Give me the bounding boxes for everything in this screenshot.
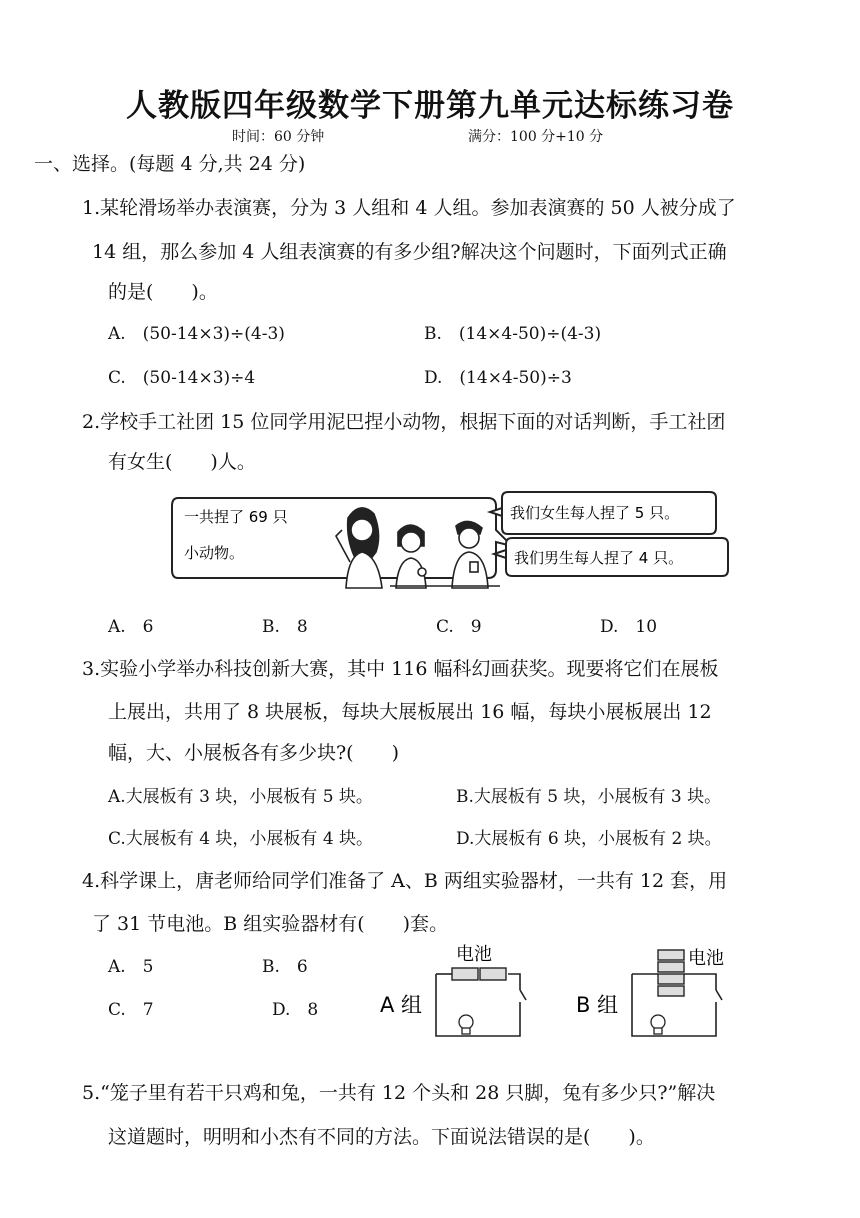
page-title: 人教版四年级数学下册第九单元达标练习卷 — [126, 88, 734, 124]
q2-option-b: B. 8 — [262, 617, 308, 637]
bulb-icon — [651, 1015, 665, 1034]
battery-icon — [452, 968, 506, 980]
battery-label-b: 电池 — [688, 948, 724, 969]
exam-time: 时间：60 分钟 — [232, 129, 325, 145]
q1-line1: 1.某轮滑场举办表演赛，分为 3 人组和 4 人组。参加表演赛的 50 人被分成了 — [82, 197, 736, 219]
q2-line1: 2.学校手工社团 15 位同学用泥巴捏小动物，根据下面的对话判断，手工社团 — [82, 411, 726, 433]
battery-pack-icon — [658, 950, 684, 996]
left-bubble-line2: 小动物。 — [184, 544, 245, 562]
q3-option-d: D.大展板有 6 块，小展板有 2 块。 — [456, 829, 722, 849]
q2-option-d: D. 10 — [600, 617, 658, 637]
q4-line1: 4.科学课上，唐老师给同学们准备了 A、B 两组实验器材，一共有 12 套，用 — [82, 870, 728, 892]
group-a-label: A 组 — [380, 993, 423, 1017]
q4-option-b: B. 6 — [262, 957, 308, 977]
q1-line2: 14 组，那么参加 4 人组表演赛的有多少组?解决这个问题时，下面列式正确 — [92, 241, 727, 263]
q1-option-c: C. (50-14×3)÷4 — [108, 368, 256, 388]
q3-line1: 3.实验小学举办科技创新大赛，其中 116 幅科幻画获奖。现要将它们在展板 — [82, 658, 719, 680]
q3-line2: 上展出，共用了 8 块展板，每块大展板展出 16 幅，每块小展板展出 12 — [108, 701, 712, 723]
bulb-icon — [459, 1015, 473, 1034]
q4-option-a: A. 5 — [108, 957, 154, 977]
q4-option-c: C. 7 — [108, 1000, 154, 1020]
dialogue-illustration — [170, 490, 730, 592]
battery-label-a: 电池 — [456, 944, 492, 965]
q4-line2: 了 31 节电池。B 组实验器材有( )套。 — [92, 913, 449, 935]
q5-line1: 5.“笼子里有若干只鸡和兔，一共有 12 个头和 28 只脚，兔有多少只?”解决 — [82, 1082, 716, 1104]
circuit-a — [436, 974, 526, 1036]
q2-option-a: A. 6 — [108, 617, 154, 637]
q1-option-a: A. (50-14×3)÷(4-3) — [108, 324, 285, 344]
right-bubble-boys: 我们男生每人捏了 4 只。 — [514, 549, 684, 567]
exam-score: 满分：100 分+10 分 — [468, 129, 604, 145]
q3-option-c: C.大展板有 4 块，小展板有 4 块。 — [108, 829, 374, 849]
q3-line3: 幅，大、小展板各有多少块?( ) — [108, 742, 400, 764]
right-bubble-girls: 我们女生每人捏了 5 只。 — [510, 504, 680, 522]
q5-line2: 这道题时，明明和小杰有不同的方法。下面说法错误的是( )。 — [108, 1126, 655, 1148]
q1-line3: 的是( )。 — [108, 281, 218, 303]
q1-option-b: B. (14×4-50)÷(4-3) — [424, 324, 602, 344]
circuit-illustration — [378, 938, 728, 1044]
section-heading: 一、选择。(每题 4 分,共 24 分) — [34, 153, 306, 175]
q3-option-b: B.大展板有 5 块，小展板有 3 块。 — [456, 787, 722, 807]
group-b-label: B 组 — [576, 993, 619, 1017]
q2-option-c: C. 9 — [436, 617, 482, 637]
left-bubble-line1: 一共捏了 69 只 — [184, 508, 288, 526]
q4-option-d: D. 8 — [272, 1000, 319, 1020]
q2-line2: 有女生( )人。 — [108, 451, 256, 473]
q1-option-d: D. (14×4-50)÷3 — [424, 368, 572, 388]
q3-option-a: A.大展板有 3 块，小展板有 5 块。 — [108, 787, 373, 807]
